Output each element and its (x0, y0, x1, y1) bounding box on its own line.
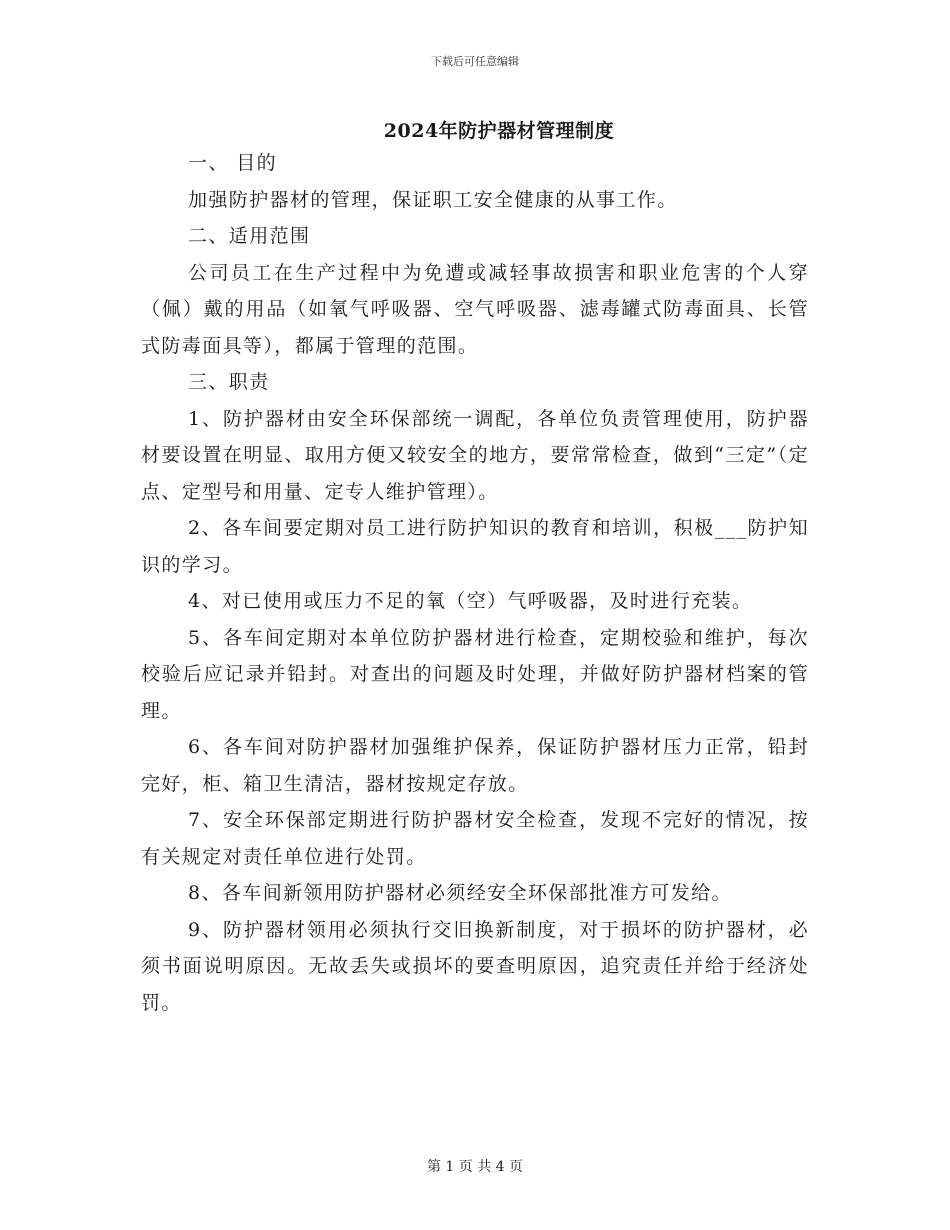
paragraph-duty-9: 9、防护器材领用必须执行交旧换新制度，对于损坏的防护器材，必须书面说明原因。无故丢失或损坏的要查明原因，追究责任并给于经济处罚。 (141, 918, 809, 1014)
download-note: 下载后可任意编辑 (431, 55, 519, 68)
paragraph-scope: 公司员工在生产过程中为免遭或减轻事故损害和职业危害的个人穿（佩）戴的用品（如氧气呼吸器、空气呼吸器、滤毒罐式防毒面具、长管式防毒面具等），都属于管理的范围。 (141, 261, 809, 357)
paragraph-purpose: 加强防护器材的管理，保证职工安全健康的从事工作。 (188, 188, 678, 211)
paragraph-duty-1: 1、防护器材由安全环保部统一调配，各单位负责管理使用，防护器材要设置在明显、取用方便又较安全的地方，要常常检查，做到“三定”（定点、定型号和用量、定专人维护管理）。 (141, 407, 809, 503)
paragraph-duty-8: 8、各车间新领用防护器材必须经安全环保部批准方可发给。 (188, 882, 732, 904)
paragraph-duty-5: 5、各车间定期对本单位防护器材进行检查，定期校验和维护，每次校验后应记录并铅封。对查出的问题及时处理，并做好防护器材档案的管理。 (141, 626, 809, 722)
section-heading-purpose: 一、 目的 (188, 152, 278, 174)
page-number: 第 1 页 共 4 页 (426, 1159, 524, 1175)
section-heading-duties: 三、职责 (188, 371, 270, 393)
paragraph-duty-4: 4、对已使用或压力不足的氧（空）气呼吸器，及时进行充装。 (188, 590, 753, 612)
paragraph-duty-6: 6、各车间对防护器材加强维护保养，保证防护器材压力正常，铅封完好，柜、箱卫生清洁，器材按规定存放。 (141, 736, 809, 795)
paragraph-duty-2: 2、各车间要定期对员工进行防护知识的教育和培训，积极___防护知识的学习。 (141, 517, 809, 576)
paragraph-duty-7: 7、安全环保部定期进行防护器材安全检查，发现不完好的情况，按有关规定对责任单位进行处罚。 (141, 809, 809, 868)
section-heading-scope: 二、适用范围 (188, 225, 311, 247)
document-body (141, 145, 809, 1021)
document-title: 2024年防护器材管理制度 (383, 120, 615, 142)
